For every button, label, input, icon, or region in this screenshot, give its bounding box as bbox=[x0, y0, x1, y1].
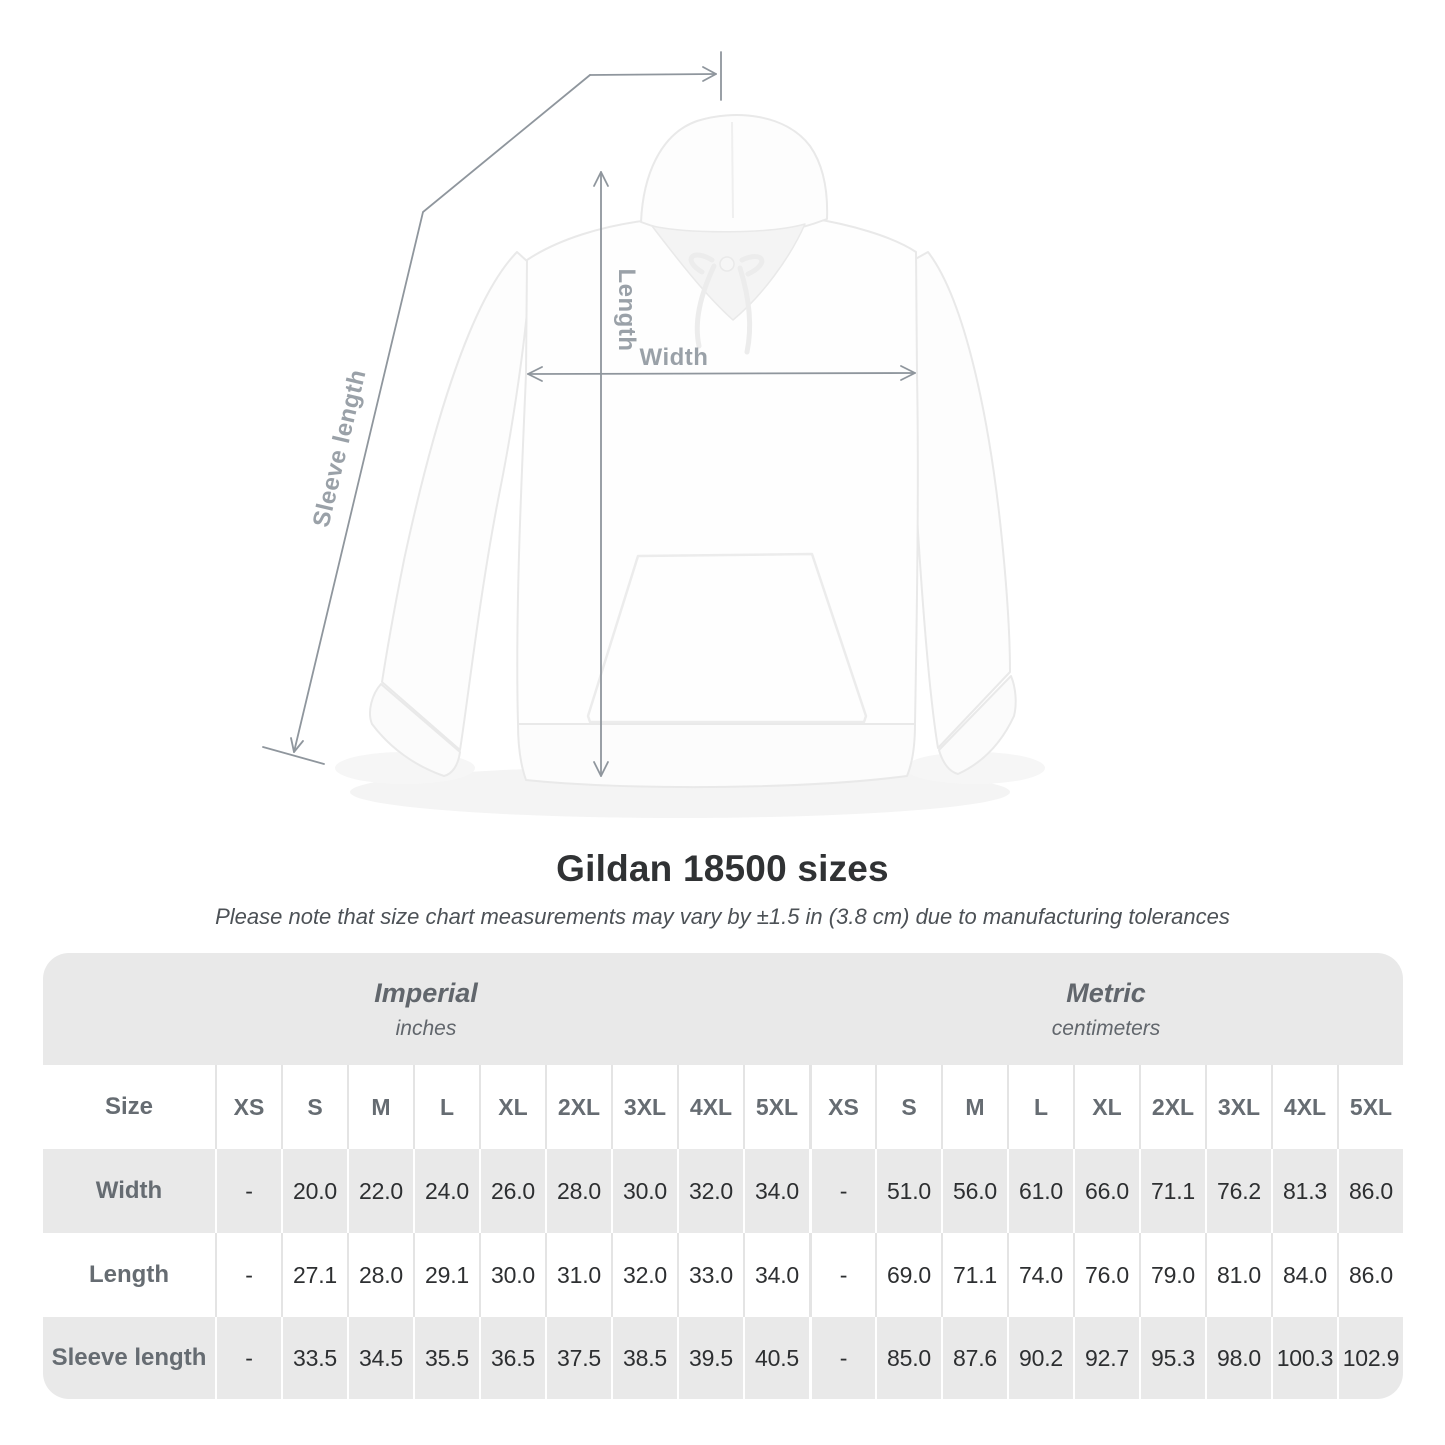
length-metric-4xl: 84.0 bbox=[1271, 1233, 1337, 1317]
width-imperial-s: 20.0 bbox=[281, 1149, 347, 1233]
length-label: Length bbox=[613, 268, 640, 352]
width-imperial-m: 22.0 bbox=[347, 1149, 413, 1233]
size-header-imperial-s: S bbox=[281, 1065, 347, 1149]
width-metric-5xl: 86.0 bbox=[1337, 1149, 1403, 1233]
size-header-metric-l: L bbox=[1007, 1065, 1073, 1149]
length-imperial-xs: - bbox=[215, 1233, 281, 1317]
sleeve-length-label: Sleeve length bbox=[307, 366, 372, 530]
size-header-metric-xl: XL bbox=[1073, 1065, 1139, 1149]
metric-header-group bbox=[809, 953, 1403, 1065]
sleeve-metric-5xl: 102.9 bbox=[1337, 1317, 1403, 1399]
sleeve-imperial-5xl: 40.5 bbox=[743, 1317, 809, 1399]
imperial-header-title: Imperial bbox=[374, 977, 478, 1008]
width-metric-l: 61.0 bbox=[1007, 1149, 1073, 1233]
heading-block bbox=[0, 848, 1445, 930]
row-label-sleeve-length: Sleeve length bbox=[43, 1317, 215, 1399]
hoodie-hood bbox=[641, 115, 827, 238]
imperial-header-group bbox=[43, 953, 809, 1065]
size-header-metric-5xl: 5XL bbox=[1337, 1065, 1403, 1149]
sleeve-imperial-3xl: 38.5 bbox=[611, 1317, 677, 1399]
length-imperial-xl: 30.0 bbox=[479, 1233, 545, 1317]
length-imperial-s: 27.1 bbox=[281, 1233, 347, 1317]
sleeve-imperial-xs: - bbox=[215, 1317, 281, 1399]
hoodie-image bbox=[370, 115, 1016, 787]
size-header-imperial-5xl: 5XL bbox=[743, 1065, 809, 1149]
hoodie-hem-band bbox=[518, 724, 915, 787]
length-metric-5xl: 86.0 bbox=[1337, 1233, 1403, 1317]
size-header-metric-4xl: 4XL bbox=[1271, 1065, 1337, 1149]
sleeve-metric-4xl: 100.3 bbox=[1271, 1317, 1337, 1399]
length-imperial-3xl: 32.0 bbox=[611, 1233, 677, 1317]
size-header-imperial-3xl: 3XL bbox=[611, 1065, 677, 1149]
width-metric-xl: 66.0 bbox=[1073, 1149, 1139, 1233]
sleeve-metric-l: 90.2 bbox=[1007, 1317, 1073, 1399]
metric-header-unit: centimeters bbox=[1051, 1016, 1161, 1040]
page-title: Gildan 18500 sizes bbox=[556, 848, 889, 889]
size-header-imperial-2xl: 2XL bbox=[545, 1065, 611, 1149]
width-metric-s: 51.0 bbox=[875, 1149, 941, 1233]
length-metric-xs: - bbox=[809, 1233, 875, 1317]
sleeve-imperial-2xl: 37.5 bbox=[545, 1317, 611, 1399]
width-metric-m: 56.0 bbox=[941, 1149, 1007, 1233]
width-metric-3xl: 76.2 bbox=[1205, 1149, 1271, 1233]
width-imperial-4xl: 32.0 bbox=[677, 1149, 743, 1233]
sleeve-imperial-m: 34.5 bbox=[347, 1317, 413, 1399]
size-header-metric-m: M bbox=[941, 1065, 1007, 1149]
width-metric-2xl: 71.1 bbox=[1139, 1149, 1205, 1233]
size-header-metric-s: S bbox=[875, 1065, 941, 1149]
width-metric-xs: - bbox=[809, 1149, 875, 1233]
hoodie-drawstring-knot bbox=[720, 257, 734, 271]
width-imperial-3xl: 30.0 bbox=[611, 1149, 677, 1233]
metric-header-title: Metric bbox=[1066, 977, 1146, 1008]
sleeve-imperial-4xl: 39.5 bbox=[677, 1317, 743, 1399]
length-metric-s: 69.0 bbox=[875, 1233, 941, 1317]
width-label: Width bbox=[639, 344, 709, 371]
length-imperial-5xl: 34.0 bbox=[743, 1233, 809, 1317]
sleeve-imperial-xl: 36.5 bbox=[479, 1317, 545, 1399]
sleeve-metric-s: 85.0 bbox=[875, 1317, 941, 1399]
sleeve-imperial-l: 35.5 bbox=[413, 1317, 479, 1399]
length-metric-xl: 76.0 bbox=[1073, 1233, 1139, 1317]
size-corner-header: Size bbox=[43, 1065, 215, 1149]
length-metric-m: 71.1 bbox=[941, 1233, 1007, 1317]
size-header-imperial-4xl: 4XL bbox=[677, 1065, 743, 1149]
size-header-imperial-m: M bbox=[347, 1065, 413, 1149]
tolerance-note: Please note that size chart measurements may vary by ±1.5 in (3.8 cm) due to manufacturing tolerances bbox=[215, 904, 1230, 929]
row-label-width: Width bbox=[43, 1149, 215, 1233]
sleeve-metric-xs: - bbox=[809, 1317, 875, 1399]
length-metric-2xl: 79.0 bbox=[1139, 1233, 1205, 1317]
hoodie-hood-seam bbox=[732, 122, 733, 218]
length-imperial-4xl: 33.0 bbox=[677, 1233, 743, 1317]
size-table bbox=[43, 953, 1403, 1399]
sleeve-metric-3xl: 98.0 bbox=[1205, 1317, 1271, 1399]
length-imperial-2xl: 31.0 bbox=[545, 1233, 611, 1317]
size-header-imperial-xs: XS bbox=[215, 1065, 281, 1149]
width-imperial-2xl: 28.0 bbox=[545, 1149, 611, 1233]
width-imperial-5xl: 34.0 bbox=[743, 1149, 809, 1233]
imperial-header-unit: inches bbox=[395, 1016, 457, 1040]
size-header-imperial-xl: XL bbox=[479, 1065, 545, 1149]
size-header-metric-3xl: 3XL bbox=[1205, 1065, 1271, 1149]
length-imperial-l: 29.1 bbox=[413, 1233, 479, 1317]
width-imperial-xl: 26.0 bbox=[479, 1149, 545, 1233]
hoodie-right-sleeve bbox=[907, 252, 1010, 748]
row-label-length: Length bbox=[43, 1233, 215, 1317]
size-header-metric-xs: XS bbox=[809, 1065, 875, 1149]
length-metric-3xl: 81.0 bbox=[1205, 1233, 1271, 1317]
hoodie-left-sleeve bbox=[382, 252, 528, 750]
width-imperial-xs: - bbox=[215, 1149, 281, 1233]
sleeve-imperial-s: 33.5 bbox=[281, 1317, 347, 1399]
size-header-metric-2xl: 2XL bbox=[1139, 1065, 1205, 1149]
sleeve-metric-xl: 92.7 bbox=[1073, 1317, 1139, 1399]
length-metric-l: 74.0 bbox=[1007, 1233, 1073, 1317]
sleeve-metric-2xl: 95.3 bbox=[1139, 1317, 1205, 1399]
size-header-imperial-l: L bbox=[413, 1065, 479, 1149]
width-metric-4xl: 81.3 bbox=[1271, 1149, 1337, 1233]
sleeve-metric-m: 87.6 bbox=[941, 1317, 1007, 1399]
width-imperial-l: 24.0 bbox=[413, 1149, 479, 1233]
length-imperial-m: 28.0 bbox=[347, 1233, 413, 1317]
